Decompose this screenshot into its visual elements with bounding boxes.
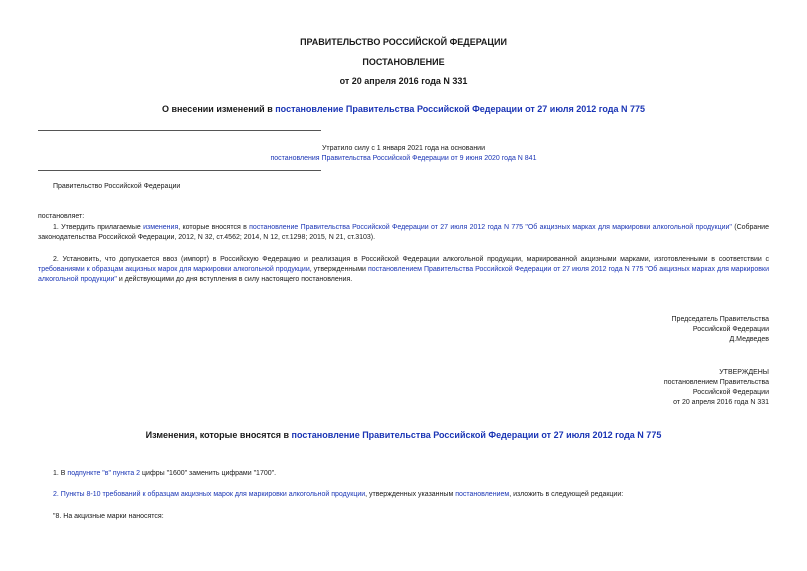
change-item-3: "8. На акцизные марки наносятся: bbox=[53, 513, 164, 520]
resolution-775-link[interactable]: постановление Правительства Российской Федерации от 27 июля 2012 года N 775 "Об акцизных марках для маркировки алкогольной продукции" bbox=[249, 224, 732, 231]
paragraph-1: 1. Утвердить прилагаемые изменения, которые вносятся в постановление Правительства Российской Федерации от 27 июля 2012 года N 775 "Об акцизных марках для маркировки алкогольной продукции" (Собрание законодательства Российской Федерации, 2012, N 32, ст.4562; 2014, N 12, ст.1298; 2015, N 21, ст.3103). bbox=[38, 224, 769, 241]
change-item-1: 1. В подпункте "в" пункта 2 цифры "1600" заменить цифрами "1700". bbox=[53, 470, 277, 477]
divider-top bbox=[38, 130, 321, 131]
requirements-link[interactable]: требованиями к образцам акцизных марок для маркировки алкогольной продукции bbox=[38, 266, 310, 273]
divider-bottom bbox=[38, 170, 321, 171]
approved-block: УТВЕРЖДЕНЫ постановлением Правительства Российской Федерации от 20 апреля 2016 года N 331 bbox=[663, 369, 769, 406]
signature-block: Председатель Правительства Российской Федерации Д.Медведев bbox=[671, 316, 769, 343]
repeal-notice-link[interactable]: постановления Правительства Российской Федерации от 9 июня 2020 года N 841 bbox=[270, 155, 537, 162]
repeal-notice bbox=[0, 144, 807, 164]
paragraphs-8-10-link[interactable]: 2. Пункты 8-10 требований к образцам акцизных марок для маркировки алкогольной продукции bbox=[53, 491, 366, 498]
subparagraph-link[interactable]: подпункте "в" пункта 2 bbox=[67, 470, 141, 477]
header-org: ПРАВИТЕЛЬСТВО РОССИЙСКОЙ ФЕДЕРАЦИИ bbox=[300, 37, 507, 47]
repeal-notice-text: Утратило силу с 1 января 2021 года на основании bbox=[321, 145, 486, 152]
issuer: Правительство Российской Федерации bbox=[53, 183, 181, 190]
resolution-link[interactable]: постановлением bbox=[455, 491, 510, 498]
decides: постановляет: bbox=[38, 213, 85, 220]
signatory-name: Д.Медведев bbox=[729, 336, 769, 343]
title-prefix: О внесении изменений в bbox=[161, 104, 276, 114]
header-doc-type: ПОСТАНОВЛЕНИЕ bbox=[362, 57, 445, 67]
header-date-number: от 20 апреля 2016 года N 331 bbox=[339, 76, 468, 86]
changes-link[interactable]: изменения bbox=[143, 224, 179, 231]
change-item-2: 2. Пункты 8-10 требований к образцам акцизных марок для маркировки алкогольной продукции, утвержденных указанным постановлением, изложить в следующей редакции: bbox=[53, 491, 624, 498]
resolution-775-link-2[interactable]: постановлением Правительства Российской Федерации от 27 июля 2012 года N 775 "Об акцизных марках для маркировки алкогольной продукции" bbox=[38, 266, 769, 283]
paragraph-2: 2. Установить, что допускается ввоз (импорт) в Российскую Федерацию и реализация в Российской Федерации алкогольной продукции, маркированной акцизными марками, изготовленными в соответствии с требованиями к образцам акцизных марок для маркировки алкогольной продукции, утвержденными постановлением Правительства Российской Федерации от 27 июля 2012 года N 775 "Об акцизных марках для маркировки алкогольной продукции" и действующими до дня вступления в силу настоящего постановления. bbox=[38, 256, 769, 283]
changes-title-link[interactable]: постановление Правительства Российской Федерации от 27 июля 2012 года N 775 bbox=[291, 430, 662, 440]
changes-title: Изменения, которые вносятся в постановление Правительства Российской Федерации от 27 июля 2012 года N 775 bbox=[145, 430, 662, 440]
title-link[interactable]: постановление Правительства Российской Федерации от 27 июля 2012 года N 775 bbox=[275, 104, 646, 114]
document-title bbox=[0, 104, 807, 114]
